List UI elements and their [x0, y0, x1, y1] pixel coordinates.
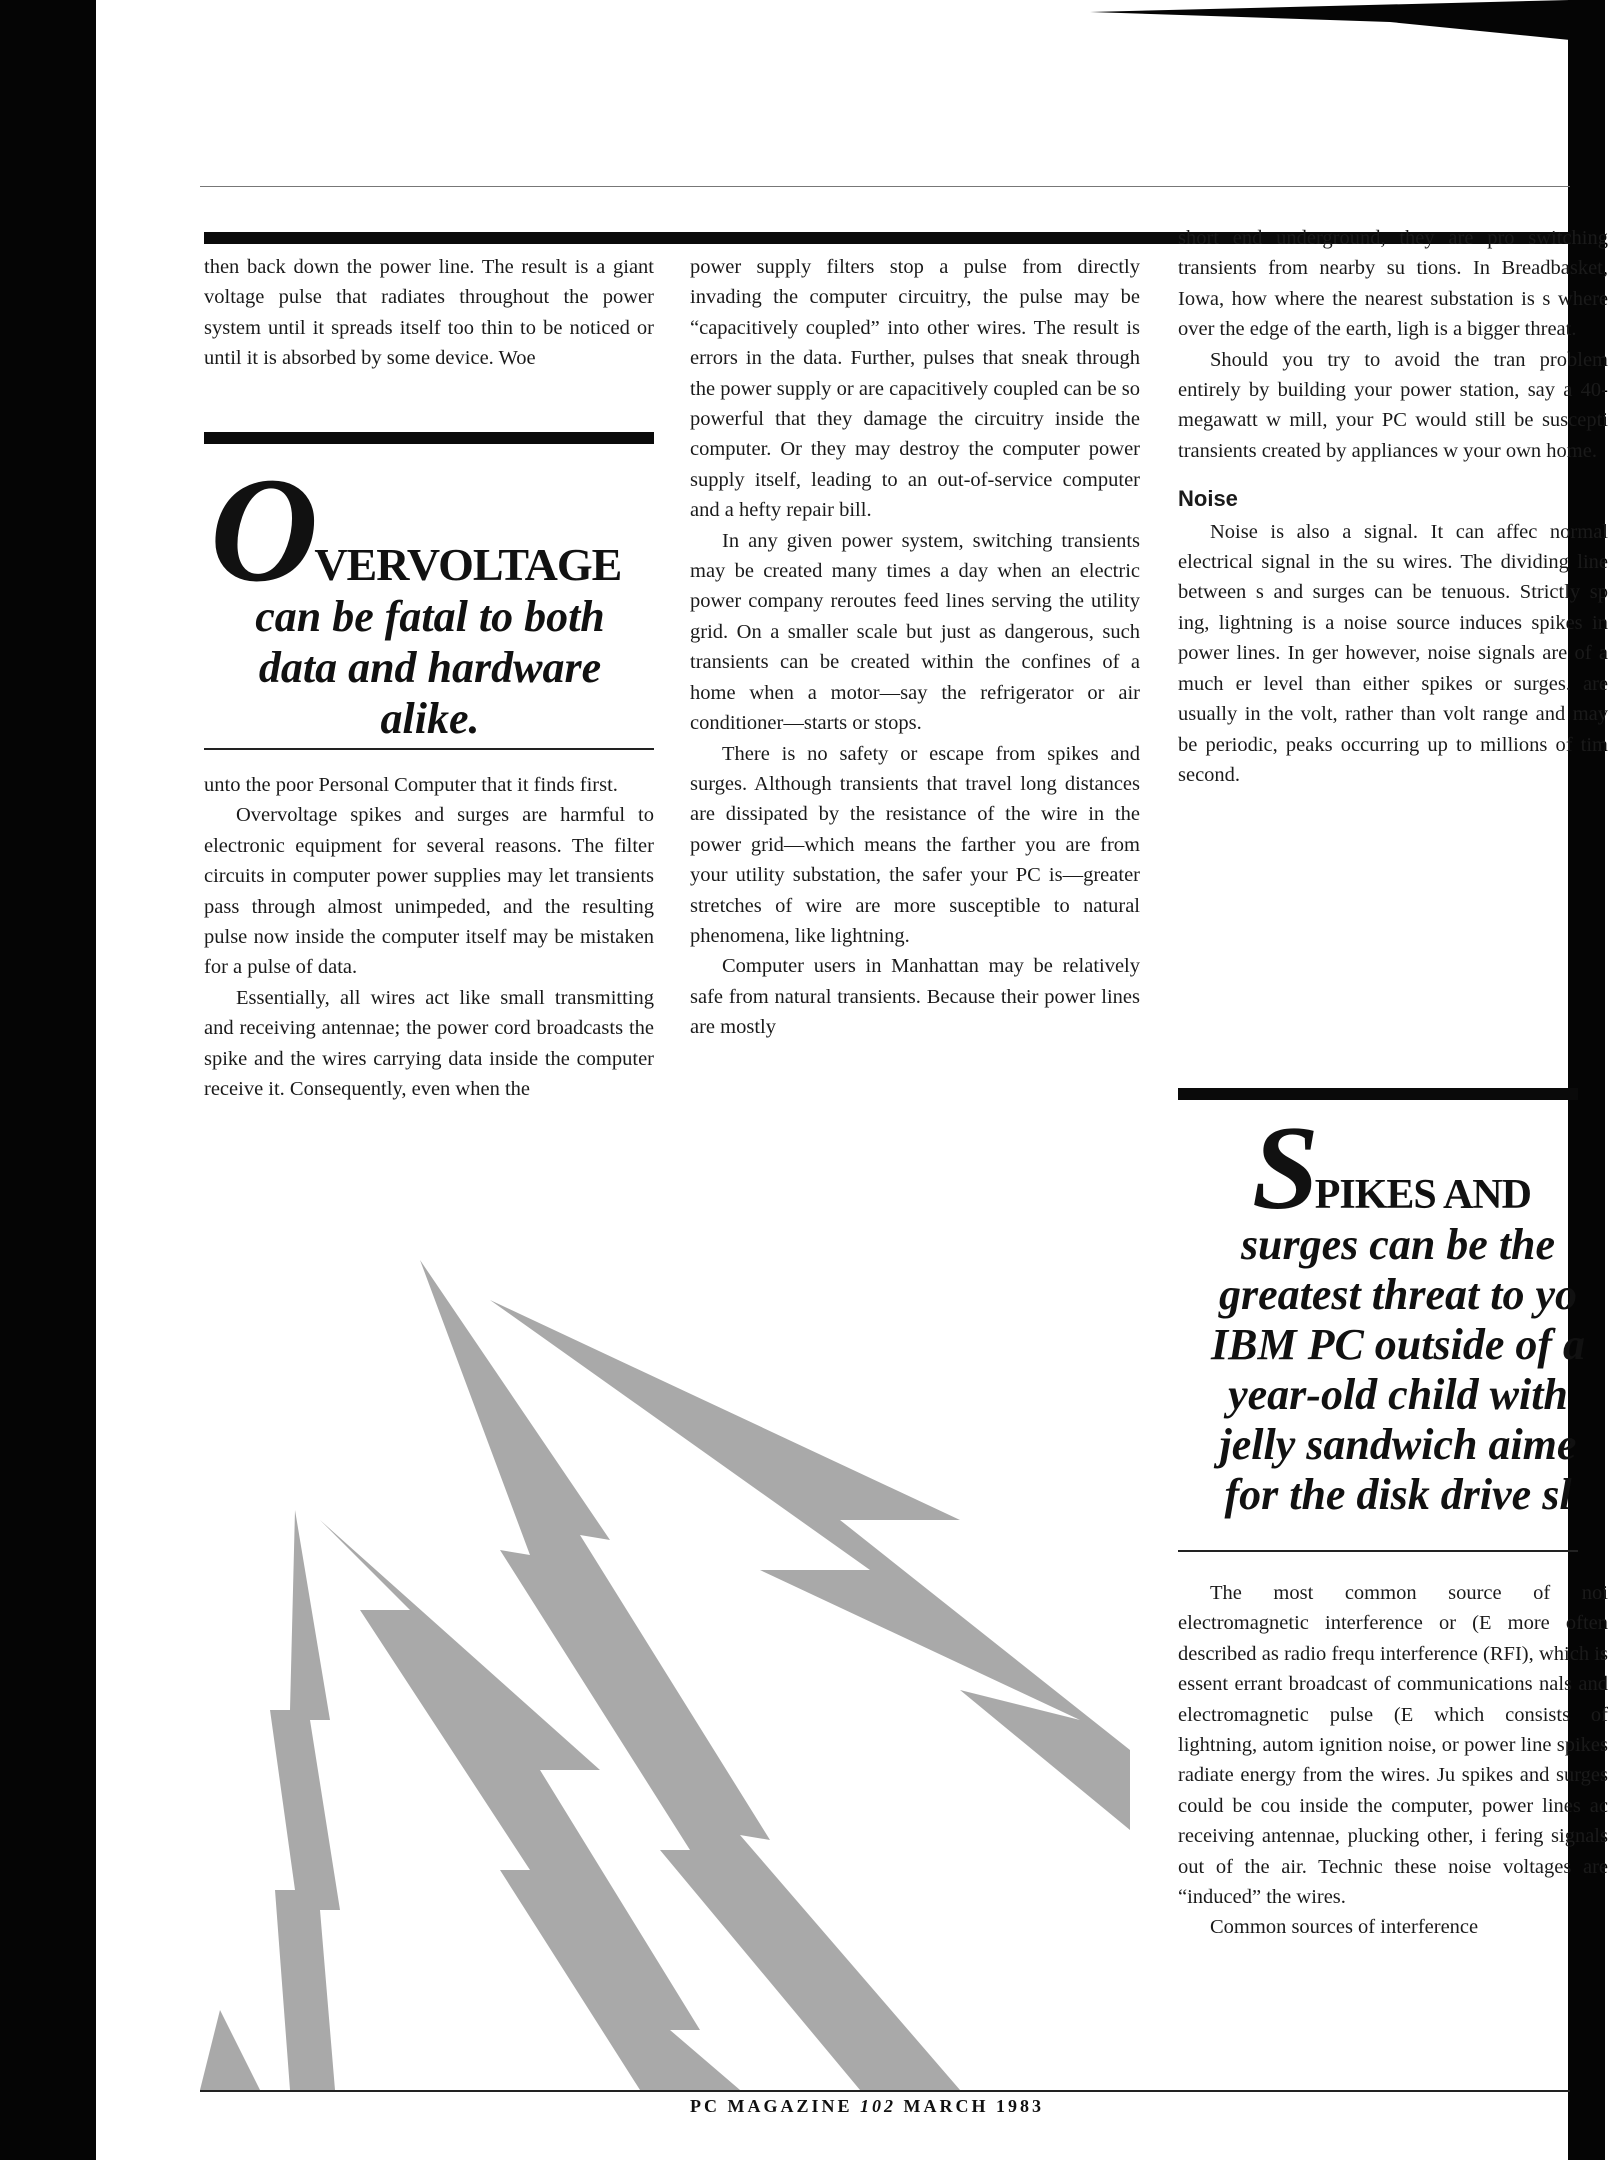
pullquote-line: alike. [380, 694, 480, 743]
pullquote-cap-word: PIKES AND [1314, 1172, 1531, 1218]
pullquote-line: data and hardware [258, 643, 602, 692]
column-1-bottom [204, 770, 654, 1104]
pullquote-line: surges can be the [1240, 1220, 1556, 1269]
paragraph: Noise is also a signal. It can affec normal electrical signal in the su wires. The dividing line between s and surges can be tenuous. Strictly sp ing, lightning is a noise source induces spikes in power lines. In ger however, noise signals are of a much er level than either spikes or surges. are usually in the volt, rather than volt range and may be periodic, peaks occurring up to millions of tim second. [1178, 520, 1608, 786]
pullquote-cap-word: VERVOLTAGE [314, 539, 622, 590]
pullquote-line: IBM PC outside of a [1210, 1320, 1586, 1369]
pullquote-2-bottom-rule [1178, 1550, 1578, 1552]
column-3-bottom [1178, 1578, 1608, 1943]
lightning-bolt-icon [270, 1510, 340, 2090]
pullquote-line: greatest threat to yo [1218, 1270, 1578, 1319]
column-1-top [204, 252, 654, 374]
pullquote-1-bottom-rule [204, 748, 654, 750]
paragraph: Common sources of interference [1210, 1916, 1479, 1939]
paragraph: short end underground, they are pro switching transients from nearby su tions. In Breadbasket, Iowa, how where the nearest substation is s where over the edge of the earth, ligh is a bigger threat. [1178, 227, 1608, 341]
pullquote-line: for the disk drive sl [1224, 1470, 1572, 1519]
pullquote-1-top-rule [204, 432, 654, 444]
paragraph: Computer users in Manhattan may be relatively safe from natural transients. Because their power lines are mostly [690, 955, 1140, 1039]
pullquote-2-top-rule [1178, 1088, 1578, 1100]
paragraph: Essentially, all wires act like small transmitting and receiving antennae; the power cord broadcasts the spike and the wires carrying data inside the computer receive it. Consequently, even when the [204, 986, 654, 1101]
section-heading: Noise [1178, 486, 1238, 512]
paragraph: In any given power system, switching transients may be created many times a day when an electric power company reroutes feed lines serving the utility grid. On a smaller scale but just as dangerous, such transients can be created within the confines of a home when a motor—say the refrigerator or air conditioner—starts or stops. [690, 529, 1140, 735]
left-scan-border [0, 0, 96, 2160]
paragraph: The most common source of noi electromagnetic interference or (E more often described as radio frequ interference (RFI), which is essent errant broadcast of communications nals and electromagnetic pulse (E which consists of lightning, autom ignition noise, or power line spikes radiate energy from the wires. Ju spikes and surges could be cou inside the computer, power lines ac receiving antennae, plucking other, i fering signals out of the air. Technic these noise voltages are “induced” the wires. [1178, 1582, 1608, 1909]
column-3-clip [1178, 0, 1608, 2160]
paragraph: then back down the power line. The result is a giant voltage pulse that radiates throughout the power system until it spreads itself too thin to be noticed or until it is absorbed by some device. Woe [204, 256, 654, 370]
paragraph: Should you try to avoid the tran problem entirely by building your power station, say a 40-megawatt w mill, your PC would still be suscepti transients created by appliances w your own home. [1178, 348, 1608, 462]
column-2 [690, 252, 1140, 1043]
pullquote-line: jelly sandwich aime [1219, 1420, 1577, 1469]
pullquote-line: year-old child with [1228, 1370, 1568, 1419]
pullquote-2 [1188, 1101, 1608, 1520]
column-3-top [1178, 223, 1608, 790]
lightning-bolt-icon [200, 2010, 260, 2090]
paragraph: There is no safety or escape from spikes and surges. Although transients that travel long distances are dissipated by the resistance of the wire in the power grid—which means the farther you are from your utility substation, the safer your PC is—greater stretches of wire are more susceptible to natural phenomena, like lightning. [690, 742, 1140, 947]
drop-cap: S [1252, 1101, 1315, 1234]
page-number: 102 [860, 2096, 896, 2116]
paragraph: unto the poor Personal Computer that it finds first. [204, 774, 618, 796]
footer-rule [200, 2090, 1570, 2092]
pullquote-1 [210, 447, 650, 744]
magazine-name: PC MAGAZINE [690, 2096, 853, 2116]
pullquote-line: can be fatal to both [255, 592, 605, 641]
drop-cap: O [210, 447, 315, 613]
lightning-bolt-illustration [200, 1250, 1140, 2100]
lightning-bolt-icon [420, 1260, 960, 2090]
issue-date: MARCH 1983 [903, 2096, 1044, 2116]
page-footer [690, 2096, 1044, 2117]
paragraph: power supply filters stop a pulse from directly invading the computer circuitry, the pulse may be “capacitively coupled” into other wires. The result is errors in the data. Further, pulses that sneak through the power supply or are capacitively coupled can be so powerful that they damage the circuitry inside the computer. Or they may destroy the computer power supply itself, leading to an out-of-service computer and a hefty repair bill. [690, 256, 1140, 522]
paragraph: Overvoltage spikes and surges are harmful to electronic equipment for several reasons. The filter circuits in computer power supplies may let transients pass through almost unimpeded, and the resulting pulse now inside the computer itself may be mistaken for a pulse of data. [204, 804, 654, 979]
